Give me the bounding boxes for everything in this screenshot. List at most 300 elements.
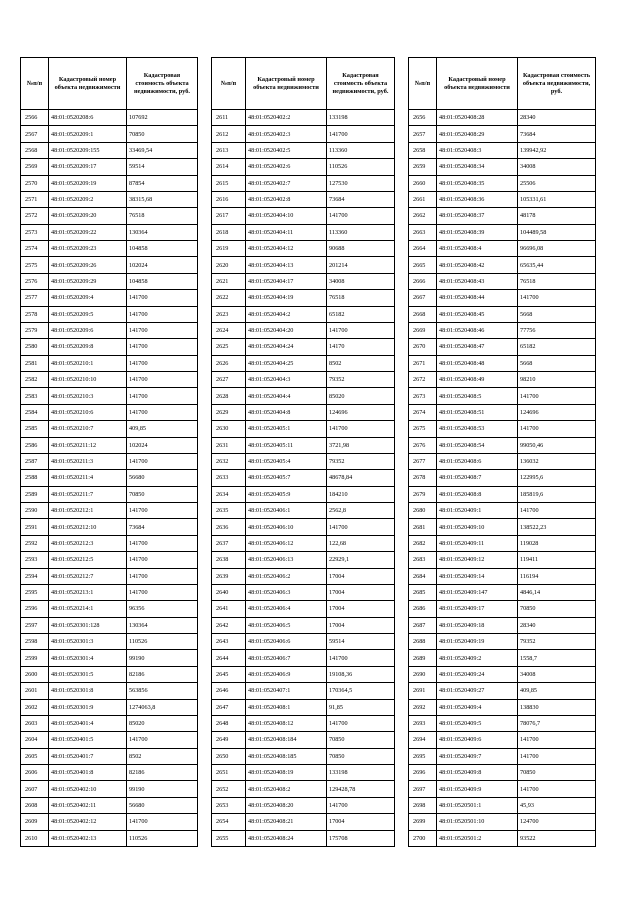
cadastral-number: 48:01:0520404:3 xyxy=(246,372,327,388)
row-number: 2623 xyxy=(212,306,246,322)
cadastral-value: 110526 xyxy=(127,634,198,650)
table-row xyxy=(21,142,198,158)
row-number: 2640 xyxy=(212,584,246,600)
cadastral-number: 48:01:0520212:3 xyxy=(49,535,127,551)
row-number: 2689 xyxy=(409,650,437,666)
cadastral-value: 5668 xyxy=(518,355,596,371)
cadastral-value: 82186 xyxy=(127,765,198,781)
row-number: 2656 xyxy=(409,110,437,126)
table-row xyxy=(409,290,596,306)
row-number: 2666 xyxy=(409,273,437,289)
row-number: 2603 xyxy=(21,715,49,731)
cadastral-value: 141700 xyxy=(327,208,395,224)
cadastral-value: 17004 xyxy=(327,617,395,633)
header-cadastral-value: Кадастровая стоимость объекта недвижимости, руб. xyxy=(127,58,198,110)
cadastral-number: 48:01:0520408:39 xyxy=(437,224,518,240)
table-row xyxy=(409,191,596,207)
cadastral-value: 170364,5 xyxy=(327,683,395,699)
row-number: 2613 xyxy=(212,142,246,158)
cadastral-number: 48:01:0520212:7 xyxy=(49,568,127,584)
cadastral-number: 48:01:0520408:20 xyxy=(246,797,327,813)
row-number: 2568 xyxy=(21,142,49,158)
table-row xyxy=(409,257,596,273)
table-row xyxy=(409,453,596,469)
row-number: 2658 xyxy=(409,142,437,158)
table-row xyxy=(409,568,596,584)
row-number: 2614 xyxy=(212,159,246,175)
cadastral-value: 28340 xyxy=(518,617,596,633)
cadastral-value: 184210 xyxy=(327,486,395,502)
row-number: 2592 xyxy=(21,535,49,551)
header-num: №п/п xyxy=(212,58,246,110)
cadastral-value: 73684 xyxy=(518,126,596,142)
cadastral-number: 48:01:0520408:5 xyxy=(437,388,518,404)
cadastral-number: 48:01:0520402:5 xyxy=(246,142,327,158)
table-row xyxy=(212,110,395,126)
cadastral-number: 48:01:0520409:10 xyxy=(437,519,518,535)
cadastral-number: 48:01:0520408:185 xyxy=(246,748,327,764)
row-number: 2643 xyxy=(212,634,246,650)
table-row xyxy=(212,699,395,715)
cadastral-number: 48:01:0520213:1 xyxy=(49,584,127,600)
cadastral-value: 96696,08 xyxy=(518,241,596,257)
cadastral-number: 48:01:0520409:18 xyxy=(437,617,518,633)
cadastral-number: 48:01:0520402:7 xyxy=(246,175,327,191)
cadastral-number: 48:01:0520404:12 xyxy=(246,241,327,257)
row-number: 2645 xyxy=(212,666,246,682)
row-number: 2607 xyxy=(21,781,49,797)
cadastral-value: 87854 xyxy=(127,175,198,191)
row-number: 2597 xyxy=(21,617,49,633)
row-number: 2606 xyxy=(21,765,49,781)
cadastral-value: 28340 xyxy=(518,110,596,126)
table-row xyxy=(212,126,395,142)
cadastral-value: 56680 xyxy=(127,797,198,813)
table-row xyxy=(212,486,395,502)
table-row xyxy=(21,584,198,600)
cadastral-value: 34008 xyxy=(327,273,395,289)
cadastral-number: 48:01:0520409:24 xyxy=(437,666,518,682)
table-row xyxy=(21,257,198,273)
cadastral-value: 96356 xyxy=(127,601,198,617)
row-number: 2688 xyxy=(409,634,437,650)
cadastral-value: 59514 xyxy=(327,634,395,650)
cadastral-value: 105331,61 xyxy=(518,191,596,207)
cadastral-number: 48:01:0520405:7 xyxy=(246,470,327,486)
row-number: 2571 xyxy=(21,191,49,207)
cadastral-number: 48:01:0520209:2 xyxy=(49,191,127,207)
cadastral-number: 48:01:0520209:6 xyxy=(49,322,127,338)
table-row xyxy=(21,748,198,764)
table-row xyxy=(212,142,395,158)
row-number: 2583 xyxy=(21,388,49,404)
cadastral-number: 48:01:0520409:6 xyxy=(437,732,518,748)
row-number: 2644 xyxy=(212,650,246,666)
cadastral-value: 70850 xyxy=(127,126,198,142)
row-number: 2602 xyxy=(21,699,49,715)
cadastral-value: 141700 xyxy=(127,552,198,568)
row-number: 2609 xyxy=(21,814,49,830)
cadastral-value: 17004 xyxy=(327,568,395,584)
table-row xyxy=(212,372,395,388)
cadastral-value: 141700 xyxy=(518,732,596,748)
row-number: 2596 xyxy=(21,601,49,617)
header-cadastral-number: Кадастровый номер объекта недвижимости xyxy=(246,58,327,110)
cadastral-number: 48:01:0520408:44 xyxy=(437,290,518,306)
cadastral-value: 99190 xyxy=(127,650,198,666)
row-number: 2694 xyxy=(409,732,437,748)
cadastral-number: 48:01:0520301:8 xyxy=(49,683,127,699)
cadastral-value: 141700 xyxy=(127,814,198,830)
row-number: 2590 xyxy=(21,503,49,519)
table-row xyxy=(212,453,395,469)
cadastral-number: 48:01:0520301:128 xyxy=(49,617,127,633)
cadastral-value: 8502 xyxy=(327,355,395,371)
cadastral-number: 48:01:0520210:7 xyxy=(49,421,127,437)
cadastral-number: 48:01:0520405:1 xyxy=(246,421,327,437)
row-number: 2628 xyxy=(212,388,246,404)
cadastral-value: 76518 xyxy=(127,208,198,224)
row-number: 2633 xyxy=(212,470,246,486)
row-number: 2674 xyxy=(409,404,437,420)
table-row xyxy=(212,781,395,797)
row-number: 2569 xyxy=(21,159,49,175)
row-number: 2661 xyxy=(409,191,437,207)
table-row xyxy=(409,552,596,568)
table-body xyxy=(409,110,596,847)
row-number: 2685 xyxy=(409,584,437,600)
row-number: 2582 xyxy=(21,372,49,388)
row-number: 2632 xyxy=(212,453,246,469)
cadastral-number: 48:01:0520405:11 xyxy=(246,437,327,453)
cadastral-number: 48:01:0520408:45 xyxy=(437,306,518,322)
cadastral-number: 48:01:0520409:19 xyxy=(437,634,518,650)
cadastral-number: 48:01:0520211:4 xyxy=(49,470,127,486)
table-row xyxy=(21,208,198,224)
cadastral-number: 48:01:0520209:29 xyxy=(49,273,127,289)
row-number: 2589 xyxy=(21,486,49,502)
row-number: 2576 xyxy=(21,273,49,289)
table-row xyxy=(409,437,596,453)
table-row xyxy=(21,617,198,633)
cadastral-number: 48:01:0520209:17 xyxy=(49,159,127,175)
cadastral-value: 141700 xyxy=(518,781,596,797)
cadastral-value: 185819,6 xyxy=(518,486,596,502)
table-row xyxy=(212,765,395,781)
cadastral-value: 139942,92 xyxy=(518,142,596,158)
cadastral-value: 91,85 xyxy=(327,699,395,715)
cadastral-value: 201214 xyxy=(327,257,395,273)
table-row xyxy=(212,683,395,699)
row-number: 2691 xyxy=(409,683,437,699)
table-row xyxy=(212,224,395,240)
row-number: 2627 xyxy=(212,372,246,388)
cadastral-number: 48:01:0520409:5 xyxy=(437,715,518,731)
cadastral-number: 48:01:0520209:4 xyxy=(49,290,127,306)
cadastral-value: 85020 xyxy=(127,715,198,731)
cadastral-number: 48:01:0520408:24 xyxy=(246,830,327,846)
cadastral-number: 48:01:0520409:14 xyxy=(437,568,518,584)
cadastral-number: 48:01:0520409:147 xyxy=(437,584,518,600)
row-number: 2698 xyxy=(409,797,437,813)
cadastral-number: 48:01:0520408:3 xyxy=(437,142,518,158)
cadastral-number: 48:01:0520209:155 xyxy=(49,142,127,158)
cadastral-number: 48:01:0520407:1 xyxy=(246,683,327,699)
cadastral-number: 48:01:0520408:12 xyxy=(246,715,327,731)
row-number: 2665 xyxy=(409,257,437,273)
row-number: 2621 xyxy=(212,273,246,289)
row-number: 2696 xyxy=(409,765,437,781)
row-number: 2684 xyxy=(409,568,437,584)
cadastral-number: 48:01:0520404:24 xyxy=(246,339,327,355)
cadastral-value: 141700 xyxy=(518,748,596,764)
cadastral-number: 48:01:0520209:8 xyxy=(49,339,127,355)
row-number: 2651 xyxy=(212,765,246,781)
cadastral-number: 48:01:0520211:12 xyxy=(49,437,127,453)
cadastral-number: 48:01:0520408:35 xyxy=(437,175,518,191)
cadastral-value: 79352 xyxy=(518,634,596,650)
row-number: 2588 xyxy=(21,470,49,486)
cadastral-number: 48:01:0520402:6 xyxy=(246,159,327,175)
table-row xyxy=(212,650,395,666)
table-row xyxy=(21,159,198,175)
table-row xyxy=(212,797,395,813)
row-number: 2575 xyxy=(21,257,49,273)
cadastral-number: 48:01:0520409:8 xyxy=(437,765,518,781)
table-row xyxy=(21,175,198,191)
cadastral-number: 48:01:0520406:9 xyxy=(246,666,327,682)
cadastral-number: 48:01:0520408:28 xyxy=(437,110,518,126)
cadastral-number: 48:01:0520404:13 xyxy=(246,257,327,273)
cadastral-number: 48:01:0520408:37 xyxy=(437,208,518,224)
table-row xyxy=(21,404,198,420)
row-number: 2587 xyxy=(21,453,49,469)
cadastral-number: 48:01:0520404:4 xyxy=(246,388,327,404)
table-row xyxy=(212,273,395,289)
row-number: 2595 xyxy=(21,584,49,600)
row-number: 2657 xyxy=(409,126,437,142)
row-number: 2639 xyxy=(212,568,246,584)
row-number: 2619 xyxy=(212,241,246,257)
cadastral-value: 73684 xyxy=(327,191,395,207)
cadastral-number: 48:01:0520402:13 xyxy=(49,830,127,846)
row-number: 2620 xyxy=(212,257,246,273)
cadastral-value: 79352 xyxy=(327,453,395,469)
cadastral-value: 141700 xyxy=(518,388,596,404)
header-num: №п/п xyxy=(21,58,49,110)
cadastral-value: 141700 xyxy=(127,503,198,519)
cadastral-value: 34008 xyxy=(518,666,596,682)
cadastral-value: 141700 xyxy=(327,322,395,338)
cadastral-table-3 xyxy=(408,57,596,847)
row-number: 2687 xyxy=(409,617,437,633)
table-header xyxy=(409,58,596,110)
cadastral-number: 48:01:0520404:10 xyxy=(246,208,327,224)
row-number: 2634 xyxy=(212,486,246,502)
cadastral-value: 45,93 xyxy=(518,797,596,813)
row-number: 2677 xyxy=(409,453,437,469)
table-row xyxy=(212,503,395,519)
cadastral-value: 141700 xyxy=(127,535,198,551)
cadastral-value: 3721,98 xyxy=(327,437,395,453)
cadastral-value: 70850 xyxy=(327,748,395,764)
cadastral-value: 110526 xyxy=(327,159,395,175)
cadastral-value: 175708 xyxy=(327,830,395,846)
row-number: 2615 xyxy=(212,175,246,191)
row-number: 2567 xyxy=(21,126,49,142)
row-number: 2608 xyxy=(21,797,49,813)
cadastral-number: 48:01:0520408:43 xyxy=(437,273,518,289)
cadastral-value: 79352 xyxy=(327,372,395,388)
cadastral-value: 1274063,8 xyxy=(127,699,198,715)
table-row xyxy=(409,765,596,781)
table-row xyxy=(212,191,395,207)
table-row xyxy=(21,650,198,666)
cadastral-number: 48:01:0520301:9 xyxy=(49,699,127,715)
table-row xyxy=(212,388,395,404)
table-row xyxy=(212,830,395,846)
cadastral-value: 104489,58 xyxy=(518,224,596,240)
row-number: 2667 xyxy=(409,290,437,306)
cadastral-value: 133198 xyxy=(327,765,395,781)
table-row xyxy=(409,142,596,158)
header-cadastral-number: Кадастровый номер объекта недвижимости xyxy=(49,58,127,110)
row-number: 2631 xyxy=(212,437,246,453)
table-row xyxy=(409,830,596,846)
cadastral-value: 22929,1 xyxy=(327,552,395,568)
cadastral-value: 133198 xyxy=(327,110,395,126)
cadastral-value: 56680 xyxy=(127,470,198,486)
cadastral-value: 70850 xyxy=(327,732,395,748)
table-row xyxy=(212,339,395,355)
cadastral-number: 48:01:0520401:4 xyxy=(49,715,127,731)
cadastral-number: 48:01:0520211:7 xyxy=(49,486,127,502)
cadastral-value: 141700 xyxy=(327,519,395,535)
table-row xyxy=(21,224,198,240)
cadastral-value: 127530 xyxy=(327,175,395,191)
cadastral-number: 48:01:0520209:19 xyxy=(49,175,127,191)
row-number: 2604 xyxy=(21,732,49,748)
table-row xyxy=(409,519,596,535)
cadastral-value: 77756 xyxy=(518,322,596,338)
table-row xyxy=(409,683,596,699)
table-row xyxy=(21,273,198,289)
cadastral-value: 25506 xyxy=(518,175,596,191)
table-body xyxy=(21,110,198,847)
table-row xyxy=(21,814,198,830)
cadastral-number: 48:01:0520409:17 xyxy=(437,601,518,617)
table-row xyxy=(409,781,596,797)
cadastral-value: 141700 xyxy=(127,372,198,388)
row-number: 2579 xyxy=(21,322,49,338)
table-row xyxy=(21,634,198,650)
cadastral-value: 4846,14 xyxy=(518,584,596,600)
table-row xyxy=(409,372,596,388)
cadastral-number: 48:01:0520406:6 xyxy=(246,634,327,650)
row-number: 2635 xyxy=(212,503,246,519)
cadastral-number: 48:01:0520404:8 xyxy=(246,404,327,420)
table-row xyxy=(409,732,596,748)
table-row xyxy=(21,290,198,306)
cadastral-value: 141700 xyxy=(127,322,198,338)
cadastral-number: 48:01:0520406:12 xyxy=(246,535,327,551)
cadastral-value: 70850 xyxy=(127,486,198,502)
table-row xyxy=(212,290,395,306)
cadastral-value: 70850 xyxy=(518,601,596,617)
cadastral-value: 99190 xyxy=(127,781,198,797)
cadastral-number: 48:01:0520408:6 xyxy=(437,453,518,469)
table-row xyxy=(21,421,198,437)
table-row xyxy=(21,683,198,699)
table-row xyxy=(21,601,198,617)
cadastral-value: 141700 xyxy=(327,715,395,731)
row-number: 2574 xyxy=(21,241,49,257)
row-number: 2650 xyxy=(212,748,246,764)
cadastral-value: 99050,46 xyxy=(518,437,596,453)
row-number: 2626 xyxy=(212,355,246,371)
cadastral-number: 48:01:0520409:11 xyxy=(437,535,518,551)
table-row xyxy=(409,306,596,322)
row-number: 2678 xyxy=(409,470,437,486)
table-row xyxy=(21,781,198,797)
cadastral-value: 104858 xyxy=(127,241,198,257)
table-row xyxy=(212,208,395,224)
row-number: 2679 xyxy=(409,486,437,502)
table-row xyxy=(409,584,596,600)
cadastral-number: 48:01:0520408:29 xyxy=(437,126,518,142)
cadastral-number: 48:01:0520208:6 xyxy=(49,110,127,126)
row-number: 2599 xyxy=(21,650,49,666)
cadastral-number: 48:01:0520404:19 xyxy=(246,290,327,306)
row-number: 2668 xyxy=(409,306,437,322)
table-row xyxy=(409,339,596,355)
table-row xyxy=(409,617,596,633)
table-row xyxy=(212,814,395,830)
cadastral-value: 1558,7 xyxy=(518,650,596,666)
cadastral-number: 48:01:0520402:12 xyxy=(49,814,127,830)
cadastral-value: 33469,54 xyxy=(127,142,198,158)
table-row xyxy=(409,748,596,764)
table-row xyxy=(409,715,596,731)
cadastral-number: 48:01:0520409:27 xyxy=(437,683,518,699)
table-row xyxy=(21,715,198,731)
row-number: 2693 xyxy=(409,715,437,731)
cadastral-value: 5668 xyxy=(518,306,596,322)
table-row xyxy=(212,732,395,748)
row-number: 2675 xyxy=(409,421,437,437)
row-number: 2647 xyxy=(212,699,246,715)
table-row xyxy=(21,797,198,813)
cadastral-number: 48:01:0520409:1 xyxy=(437,503,518,519)
row-number: 2580 xyxy=(21,339,49,355)
cadastral-value: 130364 xyxy=(127,224,198,240)
table-row xyxy=(409,666,596,682)
cadastral-value: 76518 xyxy=(327,290,395,306)
cadastral-value: 17004 xyxy=(327,814,395,830)
row-number: 2629 xyxy=(212,404,246,420)
cadastral-number: 48:01:0520406:5 xyxy=(246,617,327,633)
table-header xyxy=(21,58,198,110)
row-number: 2636 xyxy=(212,519,246,535)
cadastral-value: 85020 xyxy=(327,388,395,404)
table-row xyxy=(21,372,198,388)
row-number: 2695 xyxy=(409,748,437,764)
cadastral-value: 122,68 xyxy=(327,535,395,551)
cadastral-value: 102024 xyxy=(127,257,198,273)
row-number: 2681 xyxy=(409,519,437,535)
row-number: 2625 xyxy=(212,339,246,355)
row-number: 2683 xyxy=(409,552,437,568)
